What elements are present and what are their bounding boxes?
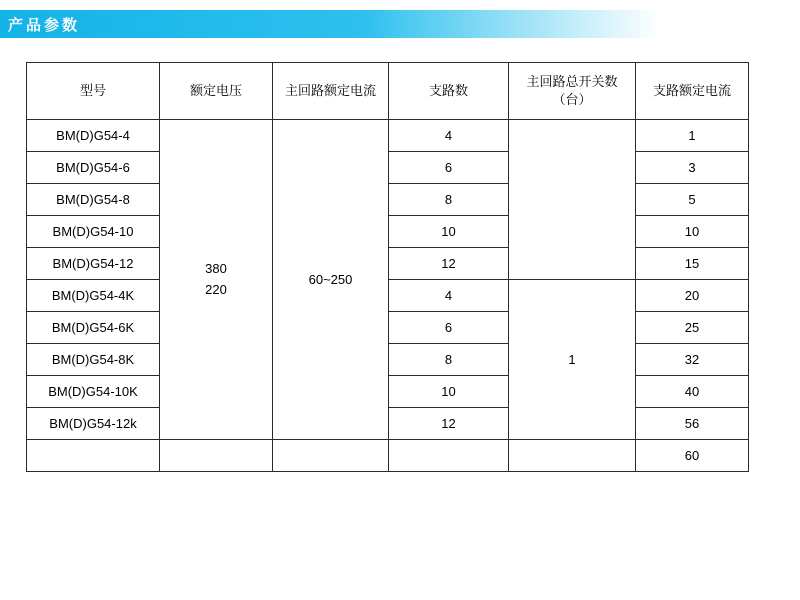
header-main-circuit-current: 主回路额定电流 — [273, 63, 389, 120]
cell-branch-count: 8 — [389, 344, 509, 376]
cell-branch-count: 10 — [389, 216, 509, 248]
cell-model: BM(D)G54-12k — [27, 408, 160, 440]
cell-main-switch-count: 1 — [509, 280, 636, 440]
product-spec-table — [26, 62, 749, 472]
header-branch-count: 支路数 — [389, 63, 509, 120]
cell-model: BM(D)G54-4K — [27, 280, 160, 312]
cell-model: BM(D)G54-6K — [27, 312, 160, 344]
cell-branch-count: 4 — [389, 280, 509, 312]
cell-branch-rated-current: 15 — [636, 248, 749, 280]
cell-model: BM(D)G54-10 — [27, 216, 160, 248]
cell-branch-count: 12 — [389, 408, 509, 440]
cell-branch-rated-current: 56 — [636, 408, 749, 440]
cell-empty-branch — [389, 440, 509, 472]
rated-voltage-380: 380 — [205, 261, 227, 277]
cell-branch-count: 6 — [389, 312, 509, 344]
rated-voltage-220: 220 — [205, 281, 227, 297]
cell-main-circuit-current: 60~250 — [273, 120, 389, 440]
cell-model: BM(D)G54-4 — [27, 120, 160, 152]
page-title: 产品参数 — [8, 16, 81, 34]
header-main-switch-count: 主回路总开关数（台） — [509, 63, 636, 120]
table-row — [27, 440, 749, 472]
header-branch-rated-current: 支路额定电流 — [636, 63, 749, 120]
cell-branch-count: 10 — [389, 376, 509, 408]
cell-model: BM(D)G54-8 — [27, 184, 160, 216]
cell-empty-voltage — [160, 440, 273, 472]
cell-model: BM(D)G54-12 — [27, 248, 160, 280]
cell-model: BM(D)G54-8K — [27, 344, 160, 376]
cell-branch-rated-current: 60 — [636, 440, 749, 472]
cell-empty-switch — [509, 440, 636, 472]
cell-model: BM(D)G54-10K — [27, 376, 160, 408]
cell-branch-rated-current: 10 — [636, 216, 749, 248]
header-model: 型号 — [27, 63, 160, 120]
table-header-row — [27, 63, 749, 120]
cell-branch-count: 8 — [389, 184, 509, 216]
cell-rated-voltage — [160, 120, 273, 440]
spec-table-container — [26, 62, 748, 472]
cell-main-switch-count-upper — [509, 120, 636, 280]
cell-branch-count: 4 — [389, 120, 509, 152]
cell-branch-rated-current: 40 — [636, 376, 749, 408]
cell-branch-rated-current: 25 — [636, 312, 749, 344]
header-rated-voltage: 额定电压 — [160, 63, 273, 120]
cell-branch-rated-current: 20 — [636, 280, 749, 312]
cell-branch-count: 6 — [389, 152, 509, 184]
cell-branch-rated-current: 3 — [636, 152, 749, 184]
section-banner — [0, 10, 660, 38]
cell-empty-current — [273, 440, 389, 472]
cell-branch-count: 12 — [389, 248, 509, 280]
cell-branch-rated-current: 32 — [636, 344, 749, 376]
table-row — [27, 120, 749, 152]
cell-branch-rated-current: 5 — [636, 184, 749, 216]
cell-model: BM(D)G54-6 — [27, 152, 160, 184]
cell-empty-model — [27, 440, 160, 472]
cell-branch-rated-current: 1 — [636, 120, 749, 152]
